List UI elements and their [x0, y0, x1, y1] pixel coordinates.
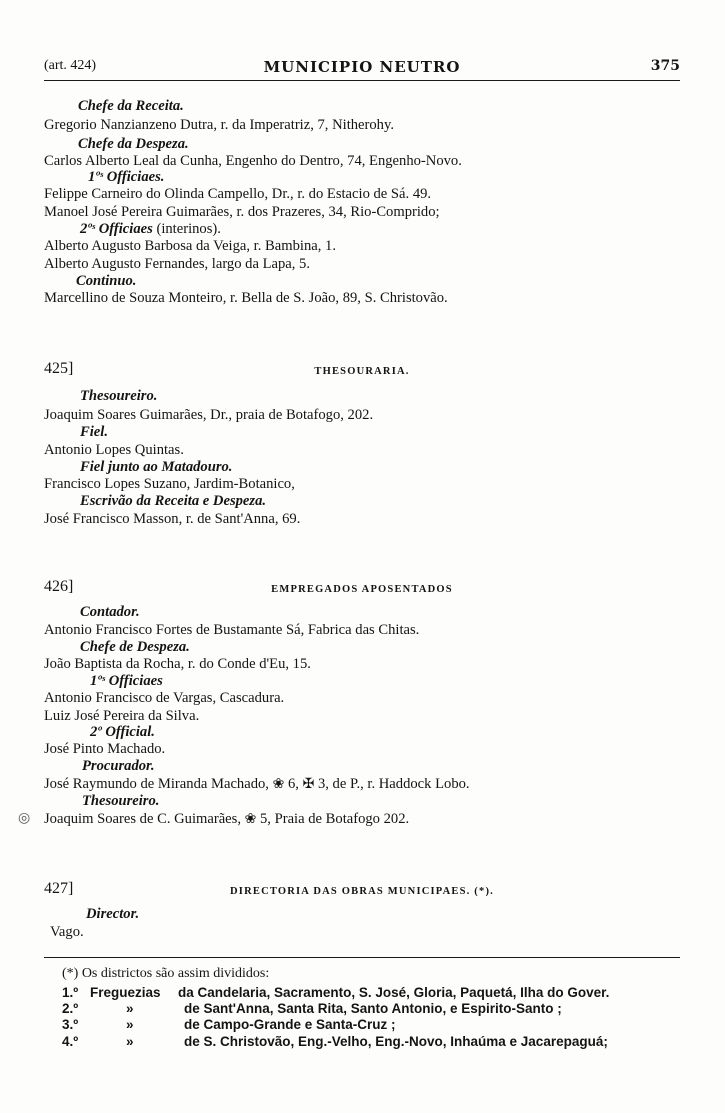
person-detail: 6, — [284, 776, 303, 792]
role-title: Chefe da Receita. — [78, 98, 184, 114]
role-title: Continuo. — [76, 273, 137, 289]
section-number: 426] — [44, 578, 74, 595]
section-title: EMPREGADOS APOSENTADOS — [271, 584, 453, 595]
footnote-row-label: » — [126, 1034, 134, 1049]
person-entry — [44, 776, 470, 793]
footnote-row-number: 3.º — [62, 1017, 79, 1032]
section-title: DIRECTORIA DAS OBRAS MUNICIPAES. (*). — [230, 886, 494, 897]
order-rose-icon: ❀ — [244, 812, 257, 827]
footnote-row-number: 1.º — [62, 985, 79, 1000]
person-entry: Joaquim Soares Guimarães, Dr., praia de Botafogo, 202. — [44, 407, 374, 423]
person-entry: Marcellino de Souza Monteiro, r. Bella de S. João, 89, S. Christovão. — [44, 290, 448, 306]
order-cross-icon: ✠ — [302, 777, 315, 792]
role-title: 2º Official. — [90, 724, 155, 740]
section-number: 425] — [44, 360, 74, 377]
page-heading: MUNICIPIO NEUTRO — [263, 58, 461, 76]
section-title: THESOURARIA. — [314, 366, 410, 377]
person-entry: Alberto Augusto Barbosa da Veiga, r. Bambina, 1. — [44, 238, 336, 254]
person-entry: Luiz José Pereira da Silva. — [44, 708, 200, 724]
person-entry: Vago. — [50, 924, 84, 940]
article-reference: (art. 424) — [44, 58, 97, 73]
role-title: Contador. — [80, 604, 140, 620]
role-title: Chefe de Despeza. — [80, 639, 190, 655]
footnote-row-number: 4.º — [62, 1034, 79, 1049]
person-entry: Antonio Francisco Fortes de Bustamante Sá, Fabrica das Chitas. — [44, 622, 420, 638]
order-rose-icon: ❀ — [272, 777, 285, 792]
footnote-intro: (*) Os districtos são assim divididos: — [62, 966, 270, 981]
role-title: 1ºˢ Officiaes — [90, 673, 163, 689]
person-entry — [44, 811, 409, 828]
role-title: 2ºˢ Officiaes — [80, 221, 153, 237]
footnote-row-number: 2.º — [62, 1001, 79, 1016]
role-title: Fiel. — [80, 424, 108, 440]
footnote-row-text: de Campo-Grande e Santa-Cruz ; — [184, 1017, 396, 1032]
margin-mark-icon: ◎ — [18, 810, 31, 826]
footnote-divider — [44, 957, 680, 958]
person-entry: Antonio Lopes Quintas. — [44, 442, 184, 458]
person-entry: José Pinto Machado. — [44, 741, 166, 757]
page-number: 375 — [650, 58, 680, 74]
footnote-row-label: » — [126, 1001, 134, 1016]
footnote-row-text: de Sant'Anna, Santa Rita, Santo Antonio, e Espirito-Santo ; — [184, 1001, 562, 1016]
role-title: Escrivão da Receita e Despeza. — [80, 493, 267, 509]
footnote-row-text: de S. Christovão, Eng.-Velho, Eng.-Novo, Inhaúma e Jacarepaguá; — [184, 1034, 608, 1049]
person-entry: Gregorio Nanzianzeno Dutra, r. da Imperatriz, 7, Nitherohy. — [44, 117, 394, 133]
person-entry: João Baptista da Rocha, r. do Conde d'Eu, 15. — [44, 656, 311, 672]
person-entry: José Francisco Masson, r. de Sant'Anna, 69. — [44, 511, 301, 527]
person-detail: 3, de P., r. Haddock Lobo. — [314, 776, 470, 792]
role-title: Thesoureiro. — [82, 793, 160, 809]
role-title: Procurador. — [82, 758, 155, 774]
person-entry: Alberto Augusto Fernandes, largo da Lapa, 5. — [44, 256, 311, 272]
person-entry: Francisco Lopes Suzano, Jardim-Botanico, — [44, 476, 295, 492]
role-title: Director. — [86, 906, 140, 922]
person-entry: Felippe Carneiro do Olinda Campello, Dr., r. do Estacio de Sá. 49. — [44, 186, 432, 202]
person-name: José Raymundo de Miranda Machado, — [44, 776, 273, 792]
section-number: 427] — [44, 880, 74, 897]
role-title: Fiel junto ao Matadouro. — [80, 459, 233, 475]
role-title: Chefe da Despeza. — [78, 136, 189, 152]
person-name: Joaquim Soares de C. Guimarães, — [44, 811, 245, 827]
role-title: Thesoureiro. — [80, 388, 158, 404]
footnote-row-text: da Candelaria, Sacramento, S. José, Gloria, Paquetá, Ilha do Gover. — [178, 985, 610, 1000]
role-title: 1ºˢ Officiaes. — [88, 169, 165, 185]
footnote-row-label: Freguezias — [90, 985, 161, 1000]
running-header — [44, 56, 680, 81]
role-title-row — [80, 221, 221, 238]
person-entry: Manoel José Pereira Guimarães, r. dos Prazeres, 34, Rio-Comprido; — [44, 204, 440, 220]
person-entry: Carlos Alberto Leal da Cunha, Engenho do Dentro, 74, Engenho-Novo. — [44, 153, 462, 169]
person-entry: Antonio Francisco de Vargas, Cascadura. — [44, 690, 285, 706]
footnote-row-label: » — [126, 1017, 134, 1032]
role-qualifier: (interinos). — [152, 221, 221, 237]
person-detail: 5, Praia de Botafogo 202. — [256, 811, 410, 827]
